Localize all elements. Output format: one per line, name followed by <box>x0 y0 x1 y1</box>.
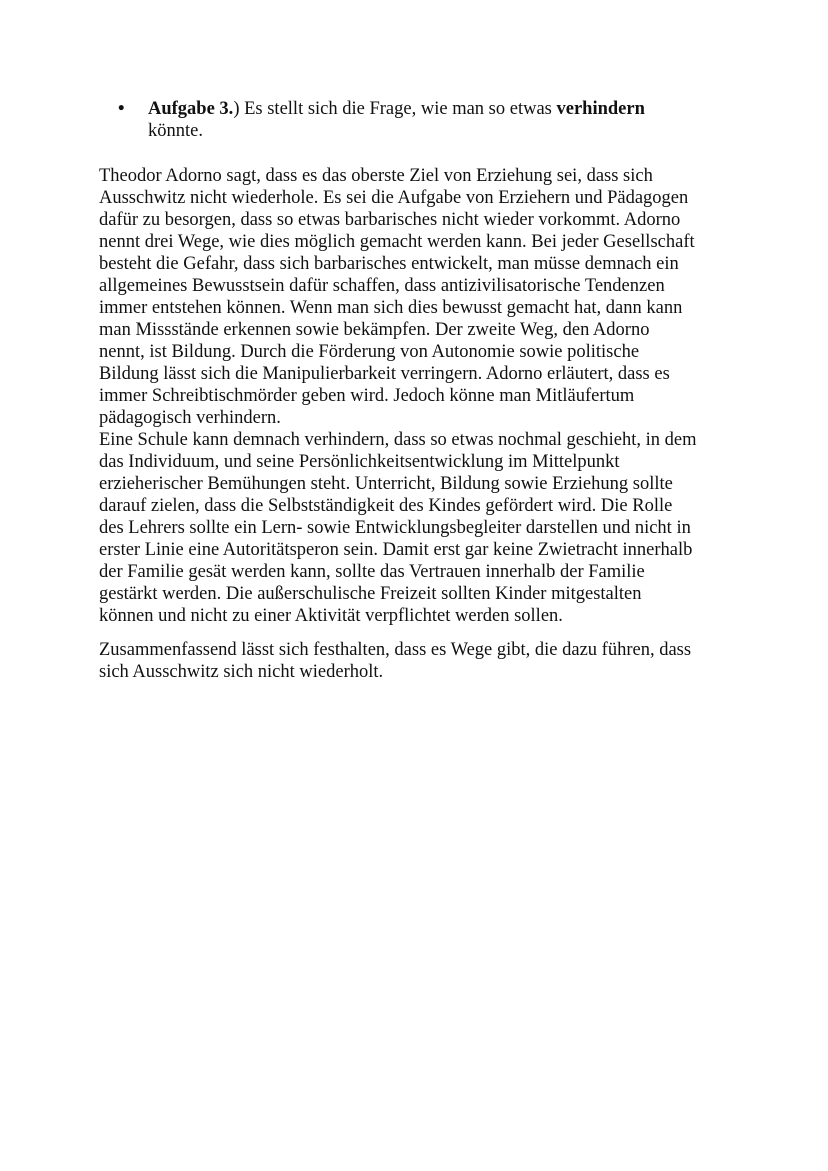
text-line: nennt drei Wege, wie dies möglich gemacht werden kann. Bei jeder Gesellschaft <box>99 232 695 252</box>
text-line: immer Schreibtischmörder geben wird. Jedoch könne man Mitläufertum <box>99 386 635 406</box>
text-line: darauf zielen, dass die Selbstständigkeit des Kindes gefördert wird. Die Rolle <box>99 496 673 516</box>
text-line: erster Linie eine Autoritätsperon sein. Damit erst gar keine Zwietracht innerhalb <box>99 540 693 560</box>
bullet-text <box>148 98 738 142</box>
text-line: können und nicht zu einer Aktivität verpflichtet werden sollen. <box>99 606 563 626</box>
text-line: gestärkt werden. Die außerschulische Freizeit sollten Kinder mitgestalten <box>99 584 642 604</box>
text-line: nennt, ist Bildung. Durch die Förderung von Autonomie sowie politische <box>99 342 640 362</box>
text-line: man Missstände erkennen sowie bekämpfen. Der zweite Weg, den Adorno <box>99 320 650 340</box>
task-bold-word: verhindern <box>556 99 645 119</box>
text-line: dafür zu besorgen, dass so etwas barbarisches nicht wieder vorkommt. Adorno <box>99 210 681 230</box>
text-line: allgemeines Bewusstsein dafür schaffen, dass antizivilisatorische Tendenzen <box>99 276 665 296</box>
bullet-dot-icon: • <box>118 99 125 119</box>
task-heading: Aufgabe 3. <box>148 99 234 119</box>
text-line: besteht die Gefahr, dass sich barbarisches entwickelt, man müsse demnach ein <box>99 254 679 274</box>
main-text <box>99 165 739 683</box>
task-heading-suffix: ) <box>233 99 240 119</box>
text-line: erzieherischer Bemühungen steht. Unterricht, Bildung sowie Erziehung sollte <box>99 474 673 494</box>
text-line: des Lehrers sollte ein Lern- sowie Entwicklungsbegleiter darstellen und nicht in <box>99 518 691 538</box>
text-line: immer entstehen können. Wenn man sich dies bewusst gemacht hat, dann kann <box>99 298 683 318</box>
text-line: Eine Schule kann demnach verhindern, dass so etwas nochmal geschieht, in dem <box>99 430 697 450</box>
text-line: der Familie gesät werden kann, sollte das Vertrauen innerhalb der Familie <box>99 562 645 582</box>
paragraph-spacer <box>99 627 739 639</box>
text-line: Ausschwitz nicht wiederhole. Es sei die Aufgabe von Erziehern und Pädagogen <box>99 188 689 208</box>
text-line: Zusammenfassend lässt sich festhalten, dass es Wege gibt, die dazu führen, dass <box>99 640 692 660</box>
text-line: pädagogisch verhindern. <box>99 408 281 428</box>
paragraph-conclusion <box>99 639 739 683</box>
text-line: Bildung lässt sich die Manipulierbarkeit verringern. Adorno erläutert, dass es <box>99 364 670 384</box>
bullet-line-2: könnte. <box>148 121 203 141</box>
task-bullet <box>118 98 738 142</box>
paragraph-main <box>99 165 739 627</box>
bullet-line-1 <box>148 98 738 120</box>
text-line: das Individuum, und seine Persönlichkeitsentwicklung im Mittelpunkt <box>99 452 620 472</box>
task-question: Es stellt sich die Frage, wie man so etwas <box>239 99 557 119</box>
text-line: sich Ausschwitz sich nicht wiederholt. <box>99 662 384 682</box>
text-line: Theodor Adorno sagt, dass es das oberste Ziel von Erziehung sei, dass sich <box>99 166 653 186</box>
